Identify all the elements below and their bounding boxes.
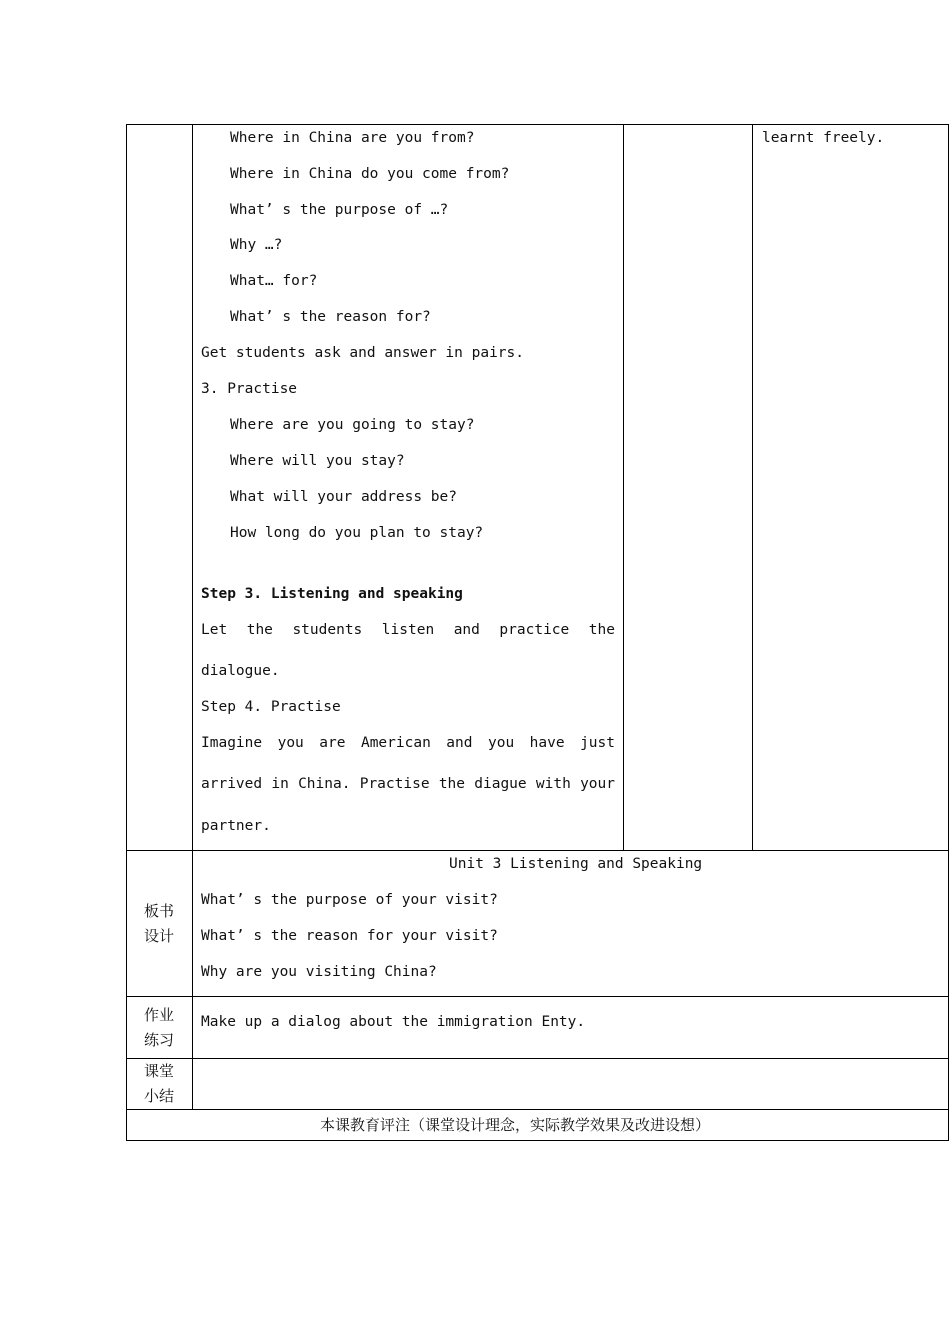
homework-label-line-1: 作业 [144,1006,175,1024]
board-line: What’ s the purpose of your visit? [201,892,498,908]
word: China. [298,776,351,792]
step4-line-3: partner. [201,818,271,834]
question-line: What will your address be? [230,489,457,505]
word: the [438,776,466,792]
word: arrived [201,776,263,792]
row-divider-homework [126,996,949,997]
word: American [360,735,431,751]
word: your [580,776,615,792]
table-border-bottom [126,1140,949,1141]
board-label-line-1: 板书 [144,902,175,920]
word: in [271,776,289,792]
pair-instruction: Get students ask and answer in pairs. [201,345,525,361]
evaluation-text: 本课教育评注（课堂设计理念，实际教学效果及改进设想） [320,1116,711,1134]
word: the [588,622,615,638]
step3-title: Step 3. Listening and speaking [201,586,463,602]
question-line: Where will you stay? [230,453,405,469]
word: just [580,735,615,751]
question-line: Where are you going to stay? [230,417,475,433]
board-line: Why are you visiting China? [201,964,437,980]
step3-line-2: dialogue. [201,663,280,679]
notes-text: learnt freely. [762,130,885,146]
word: practice [499,622,570,638]
row-divider-evaluation [126,1109,949,1110]
summary-label-line-1: 课堂 [144,1062,175,1080]
table-border-top [126,124,949,125]
step3-line-1 [201,621,615,639]
step4-line-1 [201,734,615,752]
word: Practise [359,776,430,792]
table-border-right [948,124,949,1140]
word: you [277,735,304,751]
question-line: Where in China are you from? [230,130,475,146]
word: have [529,735,565,751]
activity-column-divider [752,124,753,851]
homework-text: Make up a dialog about the immigration Enty. [201,1014,586,1030]
word: you [487,735,515,751]
homework-label-line-2: 练习 [144,1031,175,1049]
word: with [535,776,571,792]
label-column-divider [192,124,193,1109]
word: and [446,735,473,751]
row-divider-summary [126,1058,949,1059]
question-line: How long do you plan to stay? [230,525,484,541]
row-divider-board [126,850,949,851]
question-line: What’ s the purpose of …? [230,202,449,218]
question-line: What’ s the reason for? [230,309,431,325]
board-line: What’ s the reason for your visit? [201,928,498,944]
word: Let [201,622,228,638]
table-border-left [126,124,127,1140]
word: listen [381,622,435,638]
word: are [319,735,346,751]
step4-title: Step 4. Practise [201,699,341,715]
board-label-line-2: 设计 [144,927,175,945]
step4-line-2 [201,775,615,793]
question-line: Why …? [230,237,283,253]
question-line: What… for? [230,273,318,289]
procedure-column-divider [623,124,624,851]
word: diague [474,776,527,792]
word: Imagine [201,735,263,751]
word: the [246,622,273,638]
practise-heading: 3. Practise [201,381,298,397]
word: students [292,622,363,638]
word: and [453,622,480,638]
summary-label-line-2: 小结 [144,1087,175,1105]
question-line: Where in China do you come from? [230,166,510,182]
board-title: Unit 3 Listening and Speaking [449,856,703,872]
